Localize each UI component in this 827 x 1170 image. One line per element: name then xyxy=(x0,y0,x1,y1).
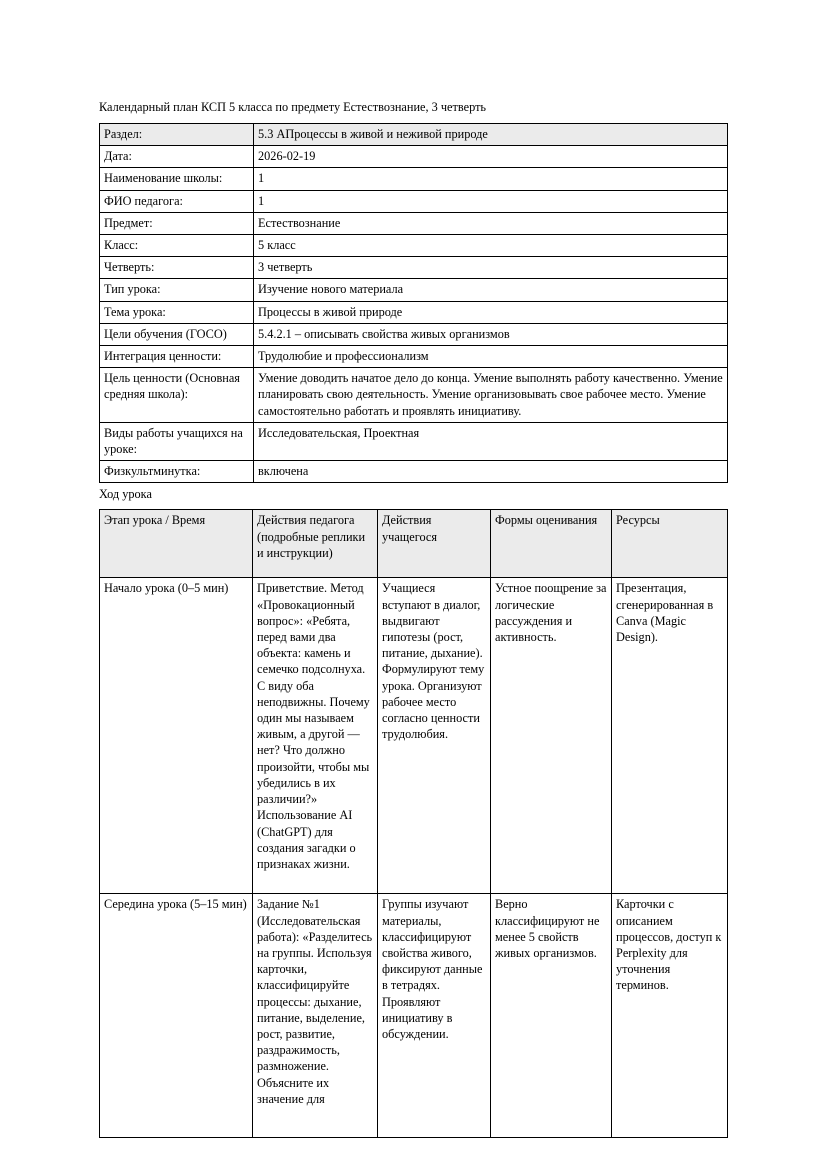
table-row xyxy=(100,279,728,301)
info-label: Цель ценности (Основная средняя школа): xyxy=(100,368,254,423)
info-label: Наименование школы: xyxy=(100,168,254,190)
info-value: Умение доводить начатое дело до конца. Умение выполнять работу качественно. Умение планировать свою деятельность. Умение организовывать свое рабочее место. Умение самостоятельно работать и проявлять инициативу. xyxy=(254,368,728,423)
column-header-teacher-actions: Действия педагога (подробные реплики и инструкции) xyxy=(253,510,378,578)
table-row xyxy=(100,578,728,894)
lesson-flow-table xyxy=(99,509,728,1138)
info-label: Предмет: xyxy=(100,212,254,234)
lesson-flow-heading: Ход урока xyxy=(99,487,152,502)
info-label: Физкультминутка: xyxy=(100,461,254,483)
table-header-row xyxy=(100,510,728,578)
table-row xyxy=(100,346,728,368)
table-row xyxy=(100,190,728,212)
info-value: 5.3 АПроцессы в живой и неживой природе xyxy=(254,124,728,146)
cell-stage: Начало урока (0–5 мин) xyxy=(100,578,253,894)
info-label: Класс: xyxy=(100,235,254,257)
cell-assessment: Устное поощрение за логические рассуждения и активность. xyxy=(491,578,612,894)
table-row xyxy=(100,257,728,279)
table-row xyxy=(100,894,728,1138)
info-value: Естествознание xyxy=(254,212,728,234)
info-label: Раздел: xyxy=(100,124,254,146)
info-value: 1 xyxy=(254,190,728,212)
table-row xyxy=(100,301,728,323)
column-header-student-actions: Действия учащегося xyxy=(378,510,491,578)
cell-student-actions: Учащиеся вступают в диалог, выдвигают гипотезы (рост, питание, дыхание). Формулируют тему урока. Организуют рабочее место согласно ценности трудолюбия. xyxy=(378,578,491,894)
info-label: Тема урока: xyxy=(100,301,254,323)
table-row xyxy=(100,168,728,190)
cell-stage: Середина урока (5–15 мин) xyxy=(100,894,253,1138)
info-value: Трудолюбие и профессионализм xyxy=(254,346,728,368)
page-title: Календарный план КСП 5 класса по предмету Естествознание, 3 четверть xyxy=(99,100,487,114)
info-value: 2026-02-19 xyxy=(254,146,728,168)
table-row xyxy=(100,461,728,483)
info-label: Дата: xyxy=(100,146,254,168)
cell-resources: Карточки с описанием процессов, доступ к Perplexity для уточнения терминов. xyxy=(612,894,728,1138)
info-value: Исследовательская, Проектная xyxy=(254,422,728,460)
table-row xyxy=(100,212,728,234)
table-row xyxy=(100,235,728,257)
info-value: Процессы в живой природе xyxy=(254,301,728,323)
table-row xyxy=(100,323,728,345)
info-label: Четверть: xyxy=(100,257,254,279)
info-value: 5 класс xyxy=(254,235,728,257)
info-value: включена xyxy=(254,461,728,483)
table-row xyxy=(100,146,728,168)
lesson-info-table xyxy=(99,123,728,483)
cell-resources: Презентация, сгенерированная в Canva (Magic Design). xyxy=(612,578,728,894)
table-row xyxy=(100,422,728,460)
info-value: 5.4.2.1 – описывать свойства живых организмов xyxy=(254,323,728,345)
info-label: Цели обучения (ГОСО) xyxy=(100,323,254,345)
table-row xyxy=(100,124,728,146)
lesson-info-body xyxy=(100,124,728,483)
cell-assessment: Верно классифицируют не менее 5 свойств живых организмов. xyxy=(491,894,612,1138)
info-label: Интеграция ценности: xyxy=(100,346,254,368)
column-header-assessment-forms: Формы оценивания xyxy=(491,510,612,578)
info-label: Тип урока: xyxy=(100,279,254,301)
cell-student-actions: Группы изучают материалы, классифицируют свойства живого, фиксируют данные в тетрадях. Проявляют инициативу в обсуждении. xyxy=(378,894,491,1138)
cell-teacher-actions: Задание №1 (Исследовательская работа): «Разделитесь на группы. Используя карточки, классифицируйте процессы: дыхание, питание, выделение, рост, развитие, раздражимость, размножение. Объясните их значение для xyxy=(253,894,378,1138)
info-value: Изучение нового материала xyxy=(254,279,728,301)
cell-teacher-actions: Приветствие. Метод «Провокационный вопрос»: «Ребята, перед вами два объекта: камень и семечко подсолнуха. С виду оба неподвижны. Почему один мы называем живым, а другой — нет? Что должно произойти, чтобы мы убедились в их различии?» Использование AI (ChatGPT) для создания загадки о признаках жизни. xyxy=(253,578,378,894)
table-row xyxy=(100,368,728,423)
lesson-flow-body xyxy=(100,578,728,1138)
info-value: 3 четверть xyxy=(254,257,728,279)
column-header-resources: Ресурсы xyxy=(612,510,728,578)
info-value: 1 xyxy=(254,168,728,190)
info-label: ФИО педагога: xyxy=(100,190,254,212)
column-header-stage: Этап урока / Время xyxy=(100,510,253,578)
lesson-flow-header xyxy=(100,510,728,578)
info-label: Виды работы учащихся на уроке: xyxy=(100,422,254,460)
document-content xyxy=(99,99,727,1138)
